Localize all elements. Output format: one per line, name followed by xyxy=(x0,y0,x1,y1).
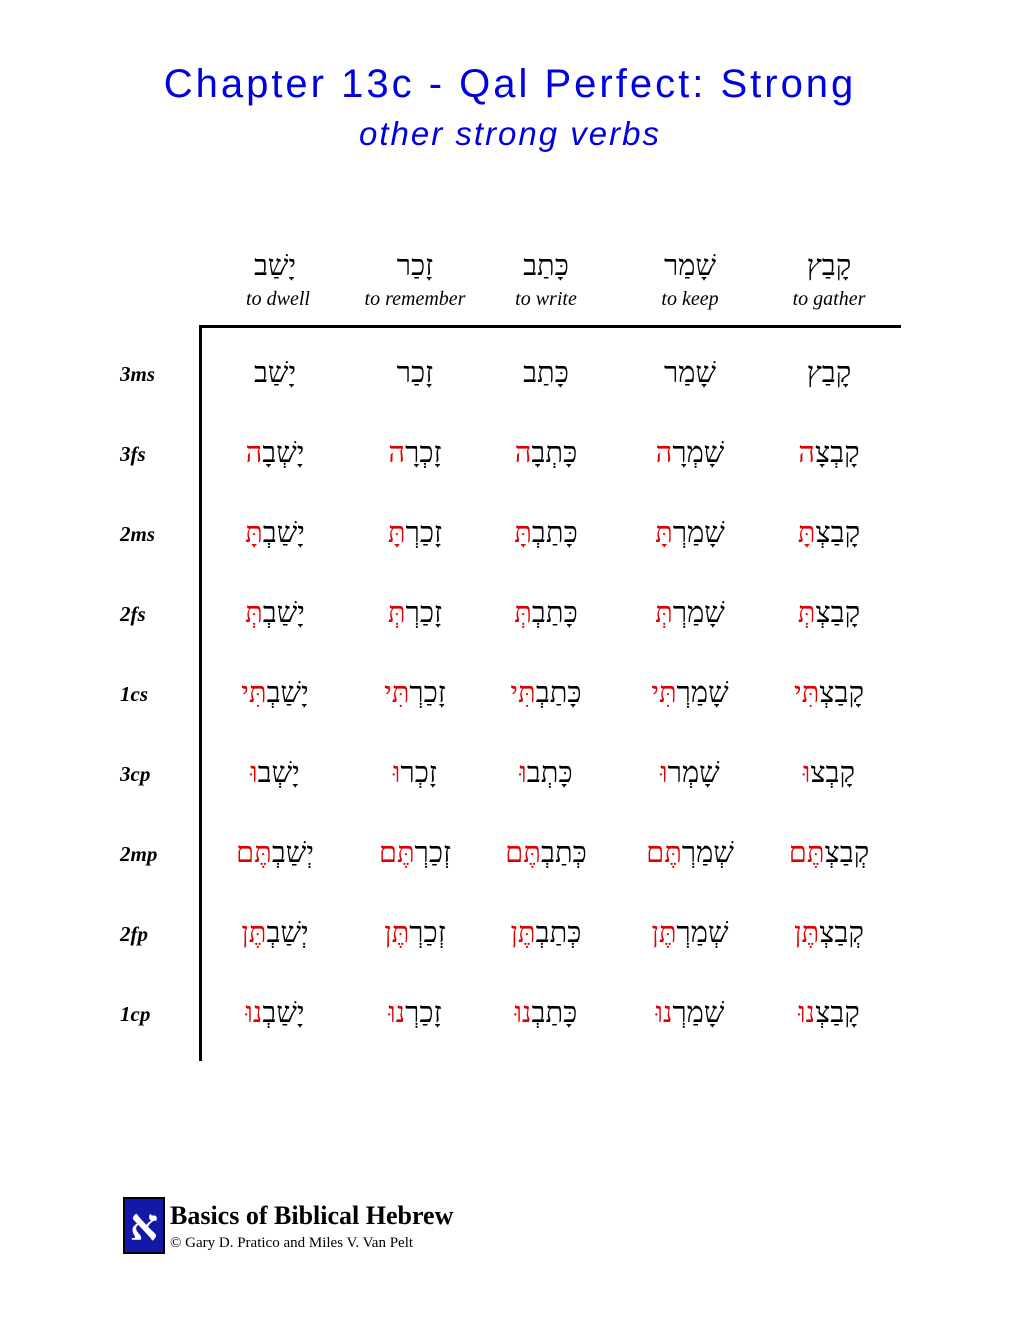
paradigm-cell xyxy=(195,752,355,792)
row-label-2mp: 2mp xyxy=(120,842,158,866)
verb-suffix: תִּי xyxy=(384,675,410,709)
verb-stem: כָּתַבְ xyxy=(531,595,578,629)
verb-stem: יְשַׁבְ xyxy=(266,915,309,949)
verb-stem: יָשַׁב xyxy=(253,355,297,389)
row-label-1cp: 1cp xyxy=(120,1002,151,1026)
verb-stem: שָׁמַרְ xyxy=(676,675,729,709)
paradigm-cell xyxy=(466,672,626,712)
verb-stem: כָּתְב xyxy=(526,755,573,789)
verb-stem: יָשַׁבְ xyxy=(262,595,305,629)
verb-stem: כָּתַבְ xyxy=(531,995,578,1029)
column-lexical-katav: כָּתַב xyxy=(523,248,569,282)
verb-suffix: וּ xyxy=(250,755,258,789)
verb-stem: זְכַרְ xyxy=(409,915,446,949)
verb-stem: שָׁמַרְ xyxy=(672,515,725,549)
page-subtitle: other strong verbs xyxy=(359,115,661,152)
verb-stem: קְבַצְ xyxy=(819,915,864,949)
page-title: Chapter 13c - Qal Perfect: Strong xyxy=(163,62,857,106)
paradigm-cell xyxy=(749,672,909,712)
verb-stem: שְׁמַרְ xyxy=(676,915,729,949)
paradigm-cell xyxy=(610,592,770,632)
row-label-3ms: 3ms xyxy=(120,362,156,386)
verb-stem: זָכַרְ xyxy=(405,995,442,1029)
row-label-3fs: 3fs xyxy=(120,442,146,466)
paradigm-cell xyxy=(610,912,770,952)
verb-stem: שְׁמַרְ xyxy=(681,835,734,869)
row-label-2fs: 2fs xyxy=(120,602,146,626)
paradigm-cell xyxy=(610,752,770,792)
column-lexical-qavats: קָבַץ xyxy=(806,248,852,282)
column-gloss-shamar: to keep xyxy=(661,288,719,310)
verb-stem: יָשַׁבְ xyxy=(266,675,309,709)
verb-suffix: נוּ xyxy=(514,995,532,1029)
verb-stem: קָבַצְ xyxy=(815,515,861,549)
verb-suffix: תָּ xyxy=(387,515,406,549)
book-title: Basics of Biblical Hebrew xyxy=(170,1201,454,1230)
verb-suffix: תְּ xyxy=(655,595,673,629)
verb-stem: קָבַצְ xyxy=(815,995,860,1029)
paradigm-cell xyxy=(610,832,770,872)
verb-suffix: נוּ xyxy=(655,995,673,1029)
paradigm-cell xyxy=(749,992,909,1032)
row-label-1cs: 1cs xyxy=(120,682,148,706)
verb-stem: קָבַץ xyxy=(806,355,852,389)
paradigm-cell xyxy=(749,752,909,792)
verb-stem: יְשַׁבְ xyxy=(271,835,314,869)
verb-suffix: תְּ xyxy=(245,595,263,629)
verb-stem: יָשְׁב xyxy=(257,755,300,789)
paradigm-cell xyxy=(610,512,770,552)
column-gloss-zakhar: to remember xyxy=(364,288,466,310)
verb-suffix: נוּ xyxy=(245,995,263,1029)
paradigm-cell xyxy=(610,432,770,472)
verb-suffix: תֶּם xyxy=(378,835,415,869)
verb-suffix: תִּי xyxy=(651,675,677,709)
paradigm-cell xyxy=(466,352,626,392)
verb-suffix: וּ xyxy=(393,755,401,789)
verb-suffix: ה xyxy=(655,435,673,469)
paradigm-cell xyxy=(466,992,626,1032)
paradigm-cell xyxy=(749,592,909,632)
verb-suffix: תִּי xyxy=(241,675,267,709)
column-lexical-yashav: יָשַׁב xyxy=(253,248,297,282)
paradigm-cell xyxy=(195,352,355,392)
paradigm-cell xyxy=(195,512,355,552)
paradigm-cell xyxy=(466,592,626,632)
verb-suffix: נוּ xyxy=(798,995,816,1029)
verb-stem: זָכְר xyxy=(400,755,437,789)
verb-stem: שָׁמַר xyxy=(664,355,716,389)
verb-suffix: תְּ xyxy=(797,595,816,629)
verb-stem: זָכַרְ xyxy=(405,515,443,549)
verb-suffix: תֶּם xyxy=(505,835,541,869)
verb-suffix: נוּ xyxy=(388,995,406,1029)
verb-suffix: תִּי xyxy=(510,675,536,709)
verb-suffix: וּ xyxy=(660,755,668,789)
verb-stem: זָכְרָ xyxy=(405,435,442,469)
verb-stem: קָבְצ xyxy=(810,755,856,789)
verb-suffix: ה xyxy=(798,435,815,469)
verb-suffix: תְּ xyxy=(514,595,532,629)
verb-suffix: תִּי xyxy=(794,675,820,709)
paradigm-cell xyxy=(195,912,355,952)
verb-suffix: תָּ xyxy=(514,515,532,549)
paradigm-cell xyxy=(466,512,626,552)
paradigm-cell xyxy=(749,432,909,472)
paradigm-cell xyxy=(610,352,770,392)
verb-suffix: ה xyxy=(245,435,263,469)
row-label-2fp: 2fp xyxy=(120,922,148,946)
verb-stem: זָכַרְ xyxy=(409,675,446,709)
paradigm-cell xyxy=(466,912,626,952)
paradigm-cell xyxy=(749,832,909,872)
paradigm-cell xyxy=(749,912,909,952)
verb-stem: שָׁמְר xyxy=(667,755,720,789)
column-gloss-yashav: to dwell xyxy=(246,288,310,310)
column-gloss-katav: to write xyxy=(515,288,577,310)
verb-stem: שָׁמַרְ xyxy=(672,595,725,629)
paradigm-cell xyxy=(195,672,355,712)
paradigm-cell xyxy=(749,352,909,392)
verb-stem: יָשַׁבְ xyxy=(262,515,305,549)
verb-stem: זְכַרְ xyxy=(414,835,452,869)
verb-suffix: וּ xyxy=(802,755,811,789)
verb-stem: שָׁמְרָ xyxy=(672,435,725,469)
verb-stem: קָבְצָ xyxy=(814,435,860,469)
verb-suffix: תֶּם xyxy=(646,835,682,869)
verb-suffix: וּ xyxy=(519,755,527,789)
verb-stem: כָּתַבְ xyxy=(535,675,582,709)
verb-suffix: תֶּן xyxy=(651,915,677,949)
paradigm-cell xyxy=(195,992,355,1032)
verb-suffix: ה xyxy=(388,435,406,469)
column-lexical-zakhar: זָכַר xyxy=(396,248,434,282)
column-gloss-qavats: to gather xyxy=(792,288,866,310)
verb-suffix: תֶּן xyxy=(384,915,410,949)
verb-stem: יָשַׁבְ xyxy=(262,995,305,1029)
verb-suffix: תְּ xyxy=(387,595,406,629)
verb-stem: כָּתַבְ xyxy=(531,515,578,549)
verb-stem: שָׁמַרְ xyxy=(672,995,725,1029)
verb-suffix: תָּ xyxy=(655,515,673,549)
paradigm-cell xyxy=(466,832,626,872)
verb-stem: קָבַצְ xyxy=(815,595,861,629)
paradigm-cell xyxy=(466,432,626,472)
verb-stem: קְבַצְ xyxy=(824,835,870,869)
verb-stem: זָכַרְ xyxy=(405,595,443,629)
verb-stem: כָּתַב xyxy=(523,355,569,389)
paradigm-cell xyxy=(610,992,770,1032)
aleph-logo-icon: א xyxy=(123,1197,165,1254)
verb-suffix: תֶּם xyxy=(236,835,272,869)
paradigm-cell xyxy=(195,592,355,632)
paradigm-cell xyxy=(195,832,355,872)
verb-stem: כְּתַבְ xyxy=(540,835,587,869)
verb-stem: כָּתְבָ xyxy=(531,435,578,469)
verb-stem: קָבַצְ xyxy=(819,675,864,709)
row-label-3cp: 3cp xyxy=(120,762,151,786)
verb-stem: יָשְׁבָ xyxy=(262,435,305,469)
paradigm-cell xyxy=(610,672,770,712)
verb-suffix: תֶּן xyxy=(241,915,267,949)
verb-suffix: תֶּן xyxy=(510,915,536,949)
row-label-2ms: 2ms xyxy=(120,522,156,546)
verb-suffix: ה xyxy=(514,435,532,469)
verb-suffix: תָּ xyxy=(245,515,263,549)
verb-stem: זָכַר xyxy=(396,355,434,389)
copyright-line: © Gary D. Pratico and Miles V. Van Pelt xyxy=(170,1235,414,1251)
verb-suffix: תָּ xyxy=(797,515,816,549)
paradigm-cell xyxy=(466,752,626,792)
paradigm-cell xyxy=(749,512,909,552)
column-lexical-shamar: שָׁמַר xyxy=(664,248,716,282)
table-horizontal-rule xyxy=(199,325,901,328)
verb-suffix: תֶּן xyxy=(794,915,820,949)
verb-suffix: תֶּם xyxy=(788,835,825,869)
paradigm-cell xyxy=(195,432,355,472)
verb-stem: כְּתַבְ xyxy=(535,915,582,949)
